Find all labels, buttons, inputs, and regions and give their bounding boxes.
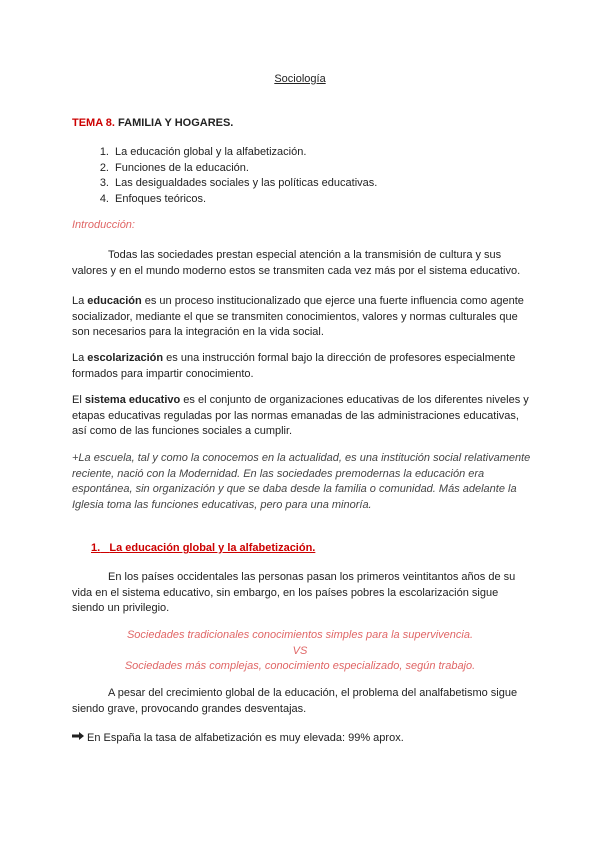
intro-label: Introducción: (72, 219, 135, 231)
paragraph-text: Todas las sociedades prestan especial atención a la transmisión de cultura y sus valores y en el mundo moderno estos se transmiten cada vez más por el sistema educativo. (72, 249, 521, 277)
paragraph-text: En los países occidentales las personas pasan los primeros veintitantos años de su vida en el sistema educativo, sin embargo, en los países pobres la escolarización sigue siendo un privilegio. (72, 571, 516, 614)
toc-item (72, 161, 377, 177)
paragraph-education (72, 294, 532, 341)
table-of-contents (72, 145, 377, 207)
section-heading (91, 542, 315, 554)
topic-heading (72, 117, 233, 129)
text: El (72, 394, 85, 406)
term-educational-system: sistema educativo (84, 394, 181, 406)
section-number: 1. (91, 542, 101, 554)
term-schooling: escolarización (87, 352, 164, 364)
comparison-traditional: Sociedades tradicionales conocimientos simples para la supervivencia. (126, 629, 474, 641)
note-paragraph (72, 451, 532, 513)
paragraph-global-education (72, 570, 532, 617)
toc-item-label: Funciones de la educación. (115, 161, 249, 174)
toc-item-number: 2. (99, 161, 109, 174)
toc-item-number: 3. (99, 177, 109, 189)
comparison-complex: Sociedades más complejas, conocimiento especializado, según trabajo. (124, 660, 476, 672)
toc-item (72, 176, 377, 192)
paragraph-educational-system (72, 393, 532, 440)
topic-title: FAMILIA Y HOGARES. (115, 117, 234, 129)
section-title: La educación global y la alfabetización. (109, 542, 316, 554)
paragraph-text: En España la tasa de alfabetización es muy elevada: 99% aprox. (87, 732, 404, 744)
comparison-block (0, 628, 600, 675)
toc-item-number: 1. (99, 146, 109, 158)
paragraph-illiteracy (72, 686, 532, 717)
toc-item (72, 192, 377, 208)
toc-item-number: 4. (99, 192, 109, 205)
paragraph-intro (72, 248, 532, 279)
text: es una instrucción formal bajo la dirección de profesores especialmente formados para impartir conocimiento. (72, 352, 516, 380)
paragraph-spain-literacy (72, 731, 532, 747)
term-education: educación (87, 295, 142, 307)
comparison-vs: VS (292, 644, 308, 657)
text: es un proceso institucionalizado que ejerce una fuerte influencia como agente socializador, mediante el que se transmiten conocimientos, valores y normas culturales que son necesarios para la integración en la vida social. (72, 295, 524, 338)
toc-item-label: Enfoques teóricos. (115, 192, 207, 205)
paragraph-text: A pesar del crecimiento global de la educación, el problema del analfabetismo sigue siendo grave, provocando grandes desventajas. (72, 687, 518, 715)
page-title: Sociología (274, 73, 326, 85)
text: La (72, 352, 88, 364)
text: es el conjunto de organizaciones educativas de los diferentes niveles y etapas educativas reguladas por las normas emanadas de las administraciones educativas, así como de las funciones sociales a cumplir. (72, 394, 529, 437)
toc-item (72, 145, 377, 161)
text: La (72, 295, 88, 307)
toc-item-label: La educación global y la alfabetización. (115, 146, 307, 158)
paragraph-schooling (72, 351, 532, 382)
toc-item-label: Las desigualdades sociales y las políticas educativas. (115, 177, 378, 189)
note-text: +La escuela, tal y como la conocemos en la actualidad, es una institución social relativamente reciente, nació con la Modernidad. En las sociedades premodernas la educación era espontánea, sin organización y que se daba desde la familia o comunidad. Más adelante la Iglesia toma las funciones educativas, pero para una minoría. (72, 452, 531, 511)
arrow-right-icon (72, 730, 84, 738)
topic-number: TEMA 8. (72, 117, 115, 129)
